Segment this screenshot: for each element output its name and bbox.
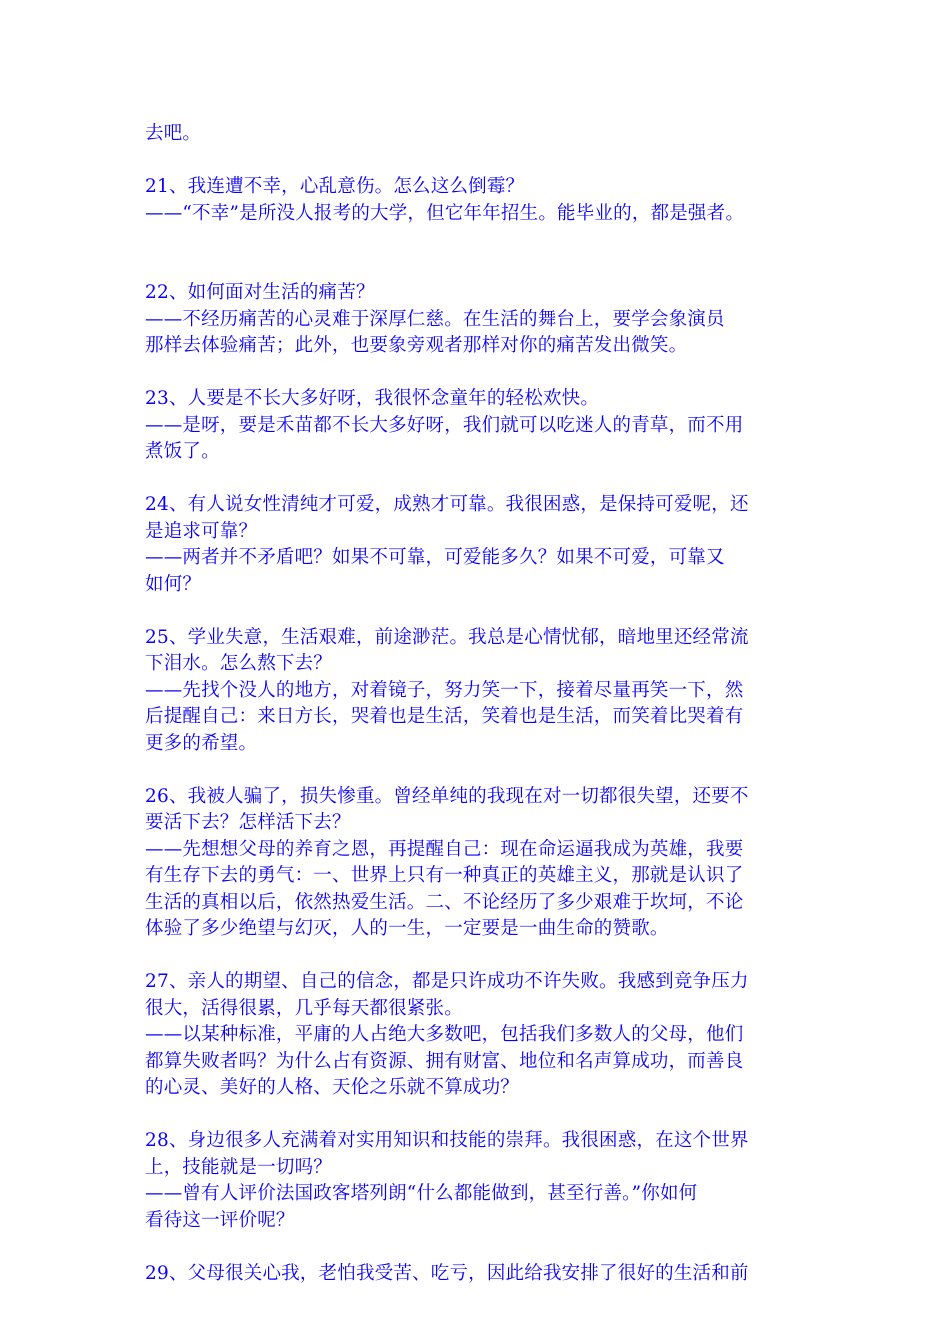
question-line: 很大，活得很累，几乎每天都很紧张。 [145,997,463,1019]
answer-line: 那样去体验痛苦；此外，也要象旁观者那样对你的痛苦发出微笑。 [145,335,688,356]
document-body [145,121,815,1287]
answer-line: 后提醒自己：来日方长，哭着也是生活，笑着也是生活，而笑着比哭着有 [145,706,744,727]
answer-line: 体验了多少绝望与幻灭，人的一生，一定要是一曲生命的赞歌。 [145,918,669,939]
answer-line: 更多的希望。 [145,732,258,754]
question-line: 23、人要是不长大多好呀，我很怀念童年的轻松欢快。 [145,388,600,409]
answer-line: ——先找个没人的地方，对着镜子，努力笑一下，接着尽量再笑一下，然 [145,679,744,701]
answer-line: 的心灵、美好的人格、天伦之乐就不算成功？ [145,1077,520,1098]
answer-line: 有生存下去的勇气：一、世界上只有一种真正的英雄主义，那就是认识了 [145,865,744,886]
answer-line: ——先想想父母的养育之恩，再提醒自己：现在命运逼我成为英雄，我要 [145,838,744,860]
qa-item-21 [145,174,815,227]
answer-line: ——以某种标准，平庸的人占绝大多数吧，包括我们多数人的父母，他们 [145,1024,744,1045]
question-line: 22、如何面对生活的痛苦？ [145,282,375,303]
qa-item-26 [145,784,815,943]
qa-item-29 [145,1261,815,1288]
answer-line: 如何？ [145,573,202,595]
answer-line: 煮饭了。 [145,441,220,462]
question-line: 26、我被人骗了，损失惨重。曾经单纯的我现在对一切都很失望，还要不 [145,785,749,807]
question-line: 24、有人说女性清纯才可爱，成熟才可靠。我很困惑，是保持可爱呢，还 [145,494,749,515]
qa-item-27 [145,969,815,1102]
answer-line: 看待这一评价呢？ [145,1209,295,1231]
question-line: 上，技能就是一切吗？ [145,1156,333,1178]
answer-line: ——是呀，要是禾苗都不长大多好呀，我们就可以吃迷人的青草，而不用 [145,414,744,436]
answer-line: ——两者并不矛盾吧？如果不可靠，可爱能多久？如果不可爱，可靠又 [145,547,725,568]
qa-item-22 [145,280,815,360]
question-line: 28、身边很多人充满着对实用知识和技能的崇拜。我很困惑，在这个世界 [145,1130,749,1151]
answer-line: ——“不幸”是所没人报考的大学，但它年年招生。能毕业的，都是强者。 [145,202,745,224]
qa-item-23 [145,386,815,466]
answer-line: ——曾有人评价法国政客塔列朗“什么都能做到，甚至行善。”你如何 [145,1183,698,1204]
question-line: 下泪水。怎么熬下去？ [145,653,333,674]
question-line: 25、学业失意，生活艰难，前途渺茫。我总是心情忧郁，暗地里还经常流 [145,626,749,648]
question-line: 要活下去？怎样活下去？ [145,812,351,833]
question-line: 21、我连遭不幸，心乱意伤。怎么这么倒霉？ [145,176,525,197]
answer-line: ——不经历痛苦的心灵难于深厚仁慈。在生活的舞台上，要学会象演员 [145,308,725,330]
answer-line: 都算失败者吗？为什么占有资源、拥有财富、地位和名声算成功，而善良 [145,1050,744,1072]
question-line: 29、父母很关心我，老怕我受苦、吃亏，因此给我安排了很好的生活和前 [145,1262,749,1284]
question-line: 27、亲人的期望、自己的信念，都是只许成功不许失败。我感到竞争压力 [145,971,749,992]
question-line: 是追求可靠？ [145,520,258,542]
qa-item-28 [145,1128,815,1234]
qa-item-24 [145,492,815,598]
intro-tail-text: 去吧。 [145,123,202,144]
answer-line: 生活的真相以后，依然热爱生活。二、不论经历了多少艰难于坎坷，不论 [145,891,744,913]
qa-item-25 [145,625,815,758]
